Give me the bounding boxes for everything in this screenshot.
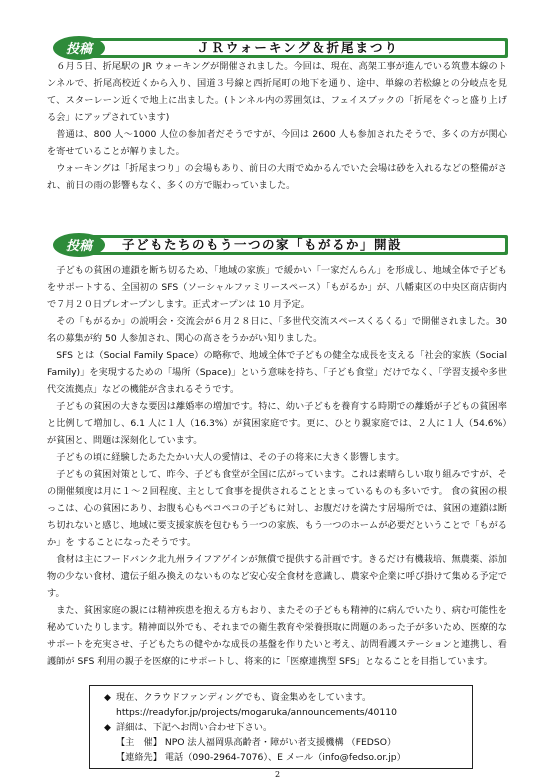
- paragraph: SFS とは（Social Family Space）の略称で、地域全体で子どもの健全な成長を支える「社会的家族（Social Family)」を実現するための「場所（Space)」という意味を持ち、「子ども食堂」だけでなく、「学習支援や多世代交流拠点」などの機能が含まれるそうです。: [47, 350, 507, 395]
- info-line-sponsor: [116, 736, 396, 749]
- section1-title: ＪＲウォーキング＆折尾まつり: [196, 40, 400, 55]
- page-number: 2: [274, 770, 281, 779]
- paragraph: 子どもの貧困の大きな要因は離婚率の増加です。特に、幼い子どもを養育する時期での離婚が子どもの貧困率と比例して増加し、6.1 人に１人（16.3%）が貧困家庭です。更に、ひとり親家庭では、２人に１人（54.6%）が貧困と、問題は深刻化しています。: [47, 401, 507, 446]
- info-line-crowdfunding: [104, 691, 371, 705]
- paragraph: 普通は、800 人～1000 人位の参加者だそうですが、今回は 2600 人も参加されたそうで、多くの方が関心を寄せていることが解りました。: [47, 129, 507, 157]
- diamond-bullet-icon: ◆: [104, 693, 111, 703]
- contact-value: 電話（090-2964-7076）、E メール（info@fedso.or.jp）: [164, 752, 406, 763]
- sponsor-value: NPO 法人福岡県高齢者・障がい者支援機構 （FEDSO）: [164, 737, 397, 748]
- contact-intro-text: 詳細は、下記へお問い合わせ下さい。: [116, 722, 273, 733]
- paragraph: 食材は主にフードバンク北九州ライフアゲインが無償で提供する計画です。きるだけ有機栽培、無農薬、添加物の少ない食材、遺伝子組み換えのないものなど安心安全食材を意識し、農家や企業に呼び掛けて集める予定です。: [47, 554, 507, 599]
- section2-header: [52, 231, 508, 258]
- paragraph: 子どもの頃に経験したあたたかい大人の愛情は、その子の将来に大きく影響します。: [56, 452, 405, 463]
- sponsor-label: 【主 催】: [116, 737, 162, 748]
- section1-body: [47, 58, 507, 194]
- crowdfunding-text: 現在、クラウドファンディングでも、資金集めをしています。: [116, 692, 372, 703]
- section1-header: [52, 34, 508, 61]
- section2-body: [47, 262, 507, 670]
- paragraph: 子どもの貧困対策として、昨今、子ども食堂が全国に広がっています。これは素晴らしい取り組みですが、その開催頻度は月に１～２回程度、主として食事を提供されることとまっているものも多いです。 食の貧困の根っこは、心の貧困にあり、お腹も心もペコペコの子どもに対し、お腹だけを満たす居場所では、貧困の連鎖は断ち切れないと感じ、地域に要支援家族を包むもう一つの家族、もう一つのホームが必要だということで「もがるか」を することになったそうです。: [47, 469, 507, 548]
- toukou-badge-icon: [52, 231, 106, 258]
- paragraph: 子どもの貧困の連鎖を断ち切るため、「地域の家族」で緩かい「一家だんらん」を形成し、地域全体で子どもをサポートする、全国初の SFS（ソーシャルファミリースペース）「もがるか」が、八幡東区の中央区商店街内で７月２０日プレオープンします。正式オープンは 10 月予定。: [47, 265, 507, 310]
- info-line-contact-intro: [104, 721, 272, 735]
- crowdfunding-url[interactable]: https://readyfor.jp/projects/mogaruka/announcements/40110: [116, 707, 397, 718]
- paragraph: その「もがるか」の説明会・交流会が６月２８日に、「多世代交流スペースくるくる」で開催されました。30 名の募集が約 50 人参加され、関心の高さをうかがい知りました。: [47, 316, 507, 344]
- paragraph: ウォーキングは「折尾まつり」の会場もあり、前日の大雨でぬかるんでいた会場は砂を入れるなどの整備がされ、前日の雨の影響もなく、多くの方で賑わっていました。: [47, 163, 507, 191]
- paragraph: ６月５日、折尾駅の JR ウォーキングが開催されました。今回は、現在、高架工事が進んでいる筑豊本線のトンネルで、折尾高校近くから入り、国道３号線と西折尾町の地下を通り、途中、単線の若松線との分岐点を見て、スターレーン近くで地上に出ました。(トンネル内の雰囲気は、フェイスブックの「折尾をぐっと盛り上げる会」にアップされています): [47, 61, 507, 123]
- info-line-contact: [116, 751, 406, 764]
- info-box: [89, 685, 473, 769]
- contact-label: 【連絡先】: [116, 752, 162, 763]
- badge-label: 投稿: [65, 42, 93, 57]
- diamond-bullet-icon: ◆: [104, 723, 111, 733]
- badge-label: 投稿: [65, 239, 93, 254]
- section2-title: 子どもたちのもう一つの家「もがるか」開設: [122, 237, 403, 252]
- paragraph: また、貧困家庭の親には精神疾患を抱える方もおり、またその子どもも精神的に病んでいたり、病む可能性を秘めていたりします。精神面以外でも、それまでの衛生教育や栄養摂取に問題のあった子が多いため、医療的なサポートを充実させ、子どもたちの健やかな成長の基盤を作りたいと考え、訪問看護ステーションと連携し、看護師が SFS 利用の親子を医療的にサポートし、将来的に「医療連携型 SFS」となることを目指しています。: [47, 605, 507, 667]
